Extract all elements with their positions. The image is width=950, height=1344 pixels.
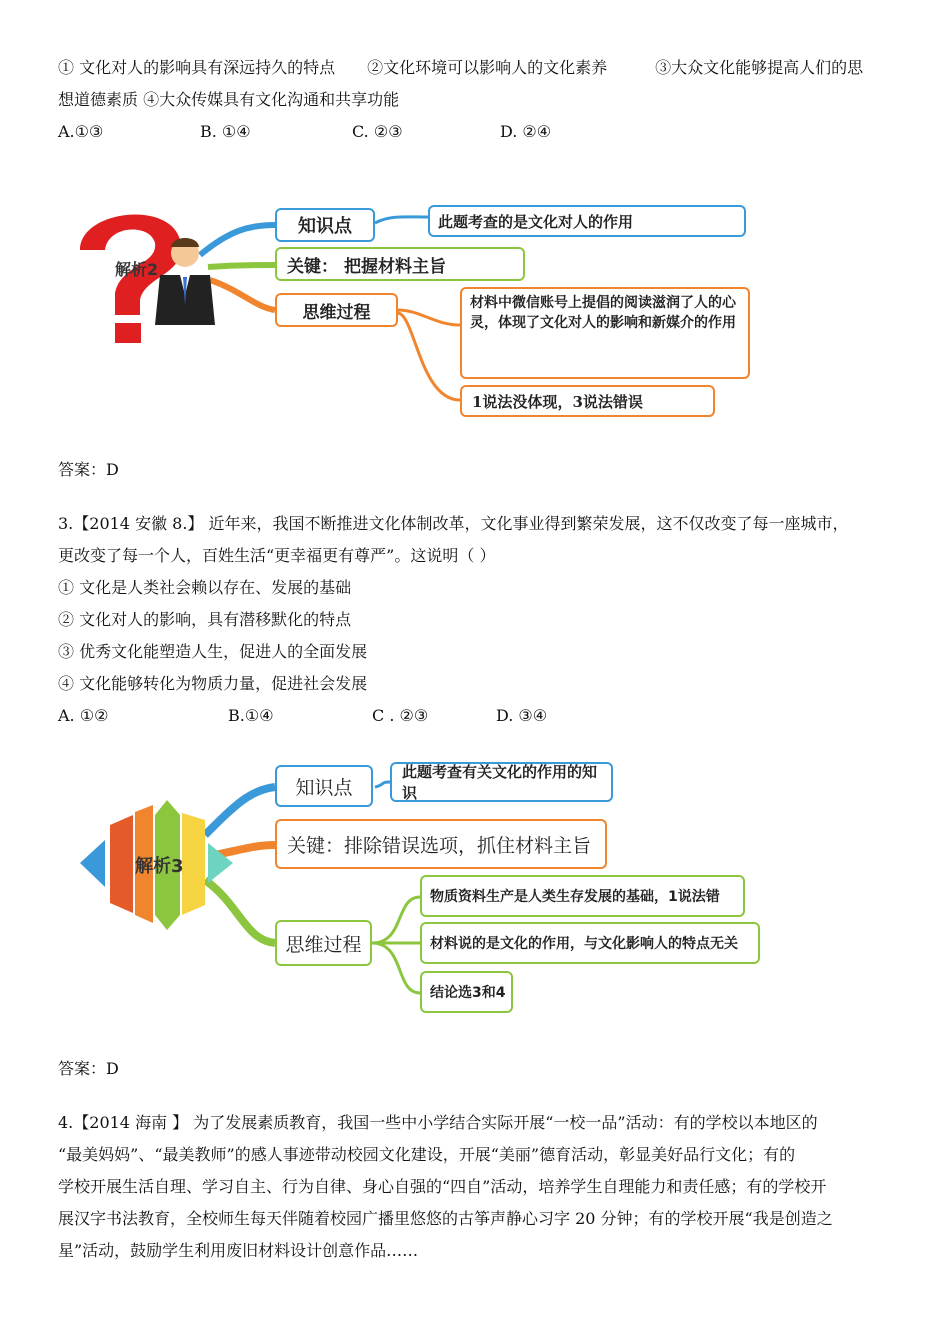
mindmap-2-knowledge-text: 此题考查的是文化对人的作用 xyxy=(428,205,746,237)
q2-option-a: A.①③ xyxy=(58,122,104,141)
mindmap-3-knowledge-text: 此题考查有关文化的作用的知识 xyxy=(390,762,613,802)
q4-stem-line5: 星”活动，鼓励学生利用废旧材料设计创意作品…… xyxy=(58,1241,419,1260)
mindmap-3-process-text2: 材料说的是文化的作用，与文化影响人的特点无关 xyxy=(420,922,760,964)
mindmap-2-process-text2: 1说法没体现，3说法错误 xyxy=(460,385,715,417)
q2-option-b: B. ①④ xyxy=(200,122,251,141)
q3-option-d: D. ③④ xyxy=(496,706,548,725)
q2-statement-line2: 想道德素质 ④大众传媒具有文化沟通和共享功能 xyxy=(58,90,400,109)
q4-stem-line1: 4.【2014 海南 】 为了发展素质教育，我国一些中小学结合实际开展“一校一品”活动：有的学校以本地区的 xyxy=(58,1113,818,1132)
q3-stem-line1: 3.【2014 安徽 8.】 近年来，我国不断推进文化体制改革，文化事业得到繁荣发展，这不仅改变了每一座城市， xyxy=(58,514,849,533)
mindmap-2-key-box xyxy=(275,247,525,281)
mindmap-2-knowledge-label: 知识点 xyxy=(275,208,375,242)
mindmap-3-process-text3: 结论选3和4 xyxy=(420,971,513,1013)
q3-item-2: ② 文化对人的影响，具有潜移默化的特点 xyxy=(58,610,352,629)
q4-stem-line4: 展汉字书法教育，全校师生每天伴随着校园广播里悠悠的古筝声静心习字 20 分钟；有的学校开展“我是创造之 xyxy=(58,1209,833,1228)
q2-option-c: C. ②③ xyxy=(352,122,403,141)
mindmap-2-key-text: 把握材料主旨 xyxy=(344,256,446,277)
mindmap-3-knowledge-label: 知识点 xyxy=(275,765,373,807)
q3-item-4: ④ 文化能够转化为物质力量，促进社会发展 xyxy=(58,674,368,693)
mindmap-3-process-text1: 物质资料生产是人类生存发展的基础，1说法错 xyxy=(420,875,745,917)
mindmap-3-process-label: 思维过程 xyxy=(275,920,372,966)
q4-stem-line3: 学校开展生活自理、学习自主、行为自律、身心自强的“四自”活动，培养学生自理能力和责任感；有的学校开 xyxy=(58,1177,827,1196)
blue-arrow-icon xyxy=(80,840,105,887)
q3-item-1: ① 文化是人类社会赖以存在、发展的基础 xyxy=(58,578,352,597)
answer-3: 答案：D xyxy=(58,1059,119,1078)
analysis-mindmap-3 xyxy=(75,755,775,1025)
q4-stem-line2: “最美妈妈”、“最美教师”的感人事迹带动校园文化建设，开展“美丽”德育活动，彰显美好品行文化；有的 xyxy=(58,1145,796,1164)
q3-stem-line2: 更改变了每一个人，百姓生活“更幸福更有尊严”。这说明（ ） xyxy=(58,546,496,565)
mindmap-3-key-text: 关键：排除错误选项，抓住材料主旨 xyxy=(275,819,607,869)
mindmap-2-process-label: 思维过程 xyxy=(275,293,398,327)
analysis-mindmap-2 xyxy=(60,195,760,425)
mindmap-2-badge: 解析2 xyxy=(115,260,159,279)
mindmap-2-process-text1: 材料中微信账号上提倡的阅读滋润了人的心灵，体现了文化对人的影响和新媒介的作用 xyxy=(460,287,750,379)
answer-2: 答案：D xyxy=(58,460,119,479)
q3-option-a: A. ①② xyxy=(58,706,109,725)
mindmap-2-key-label: 关键： xyxy=(287,256,338,277)
q3-item-3: ③ 优秀文化能塑造人生，促进人的全面发展 xyxy=(58,642,368,661)
q3-option-c: C . ②③ xyxy=(372,706,429,725)
mindmap-3-badge: 解析3 xyxy=(135,856,184,877)
q2-statement-line1: ① 文化对人的影响具有深远持久的特点 ②文化环境可以影响人的文化素养 ③大众文化能够提高人们的思 xyxy=(58,58,864,77)
q3-option-b: B.①④ xyxy=(228,706,274,725)
q2-option-d: D. ②④ xyxy=(500,122,552,141)
